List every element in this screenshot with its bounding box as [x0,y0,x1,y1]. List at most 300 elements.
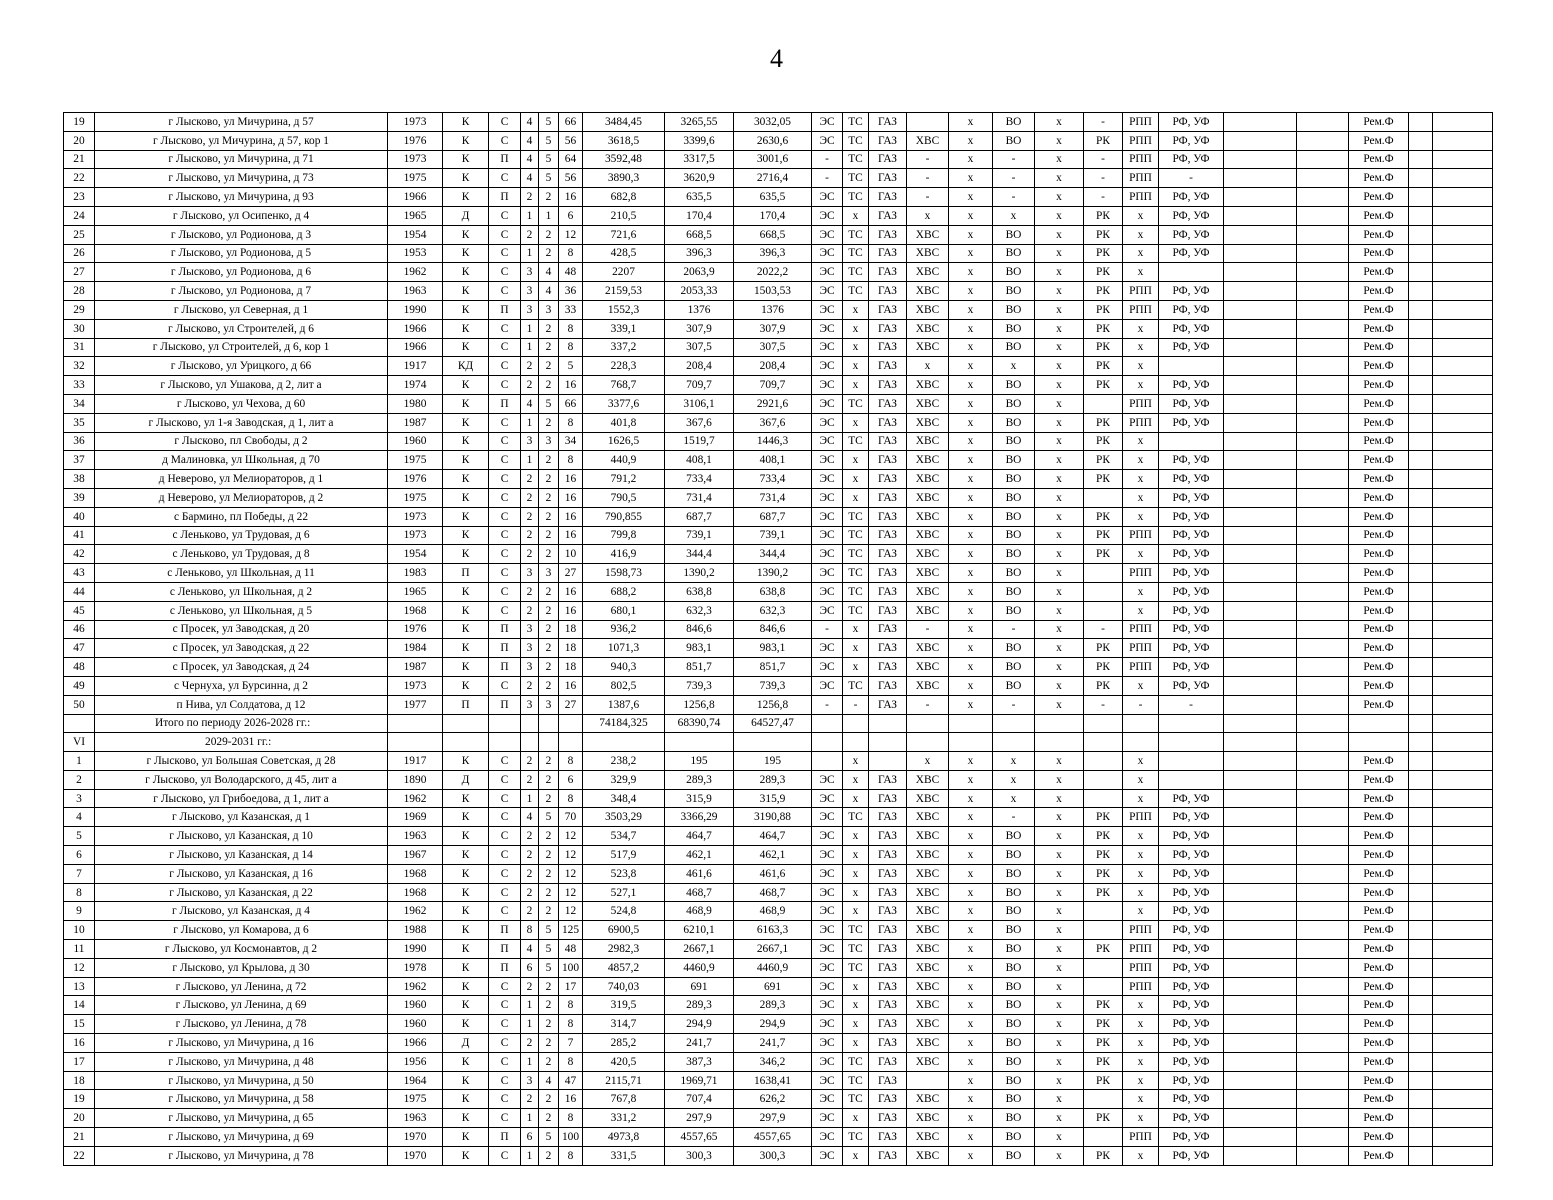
cell-rpp: РПП [1123,808,1159,827]
cell-x2: х [1035,808,1084,827]
cell-area-living: 1390,2 [665,564,734,583]
cell-year: 1987 [388,413,443,432]
cell-blank1 [1224,846,1297,865]
cell-apartments: 27 [559,695,583,714]
cell-empty [539,733,559,752]
cell-rpp: х [1123,770,1159,789]
cell-empty [521,733,539,752]
cell-rk: РК [1084,470,1123,489]
cell-entrances: 5 [539,131,559,150]
cell-rk: РК [1084,507,1123,526]
cell-gaz: ГАЗ [869,338,907,357]
cell-gaz: ГАЗ [869,827,907,846]
cell-area-living: 315,9 [665,789,734,808]
cell-vo: - [993,150,1035,169]
cell-num: 13 [64,977,95,996]
cell-wall: П [489,639,521,658]
cell-entrances: 3 [539,300,559,319]
cell-address: г Лысково, ул Мичурина, д 73 [95,169,388,188]
cell-hvs: ХВС [907,432,949,451]
cell-x1: х [949,319,993,338]
cell-rf-uf: РФ, УФ [1159,282,1224,301]
cell-type: К [443,451,489,470]
cell-blank3 [1433,620,1493,639]
cell-rf-uf: РФ, УФ [1159,188,1224,207]
cell-remf: Рем.Ф [1349,113,1409,132]
cell-wall: С [489,263,521,282]
cell-remf: Рем.Ф [1349,789,1409,808]
cell-es: ЭС [812,488,843,507]
cell-gaz: ГАЗ [869,470,907,489]
cell-rf-uf: РФ, УФ [1159,864,1224,883]
table-row [64,940,1493,959]
cell-wall: С [489,676,521,695]
cell-blank2 [1409,902,1433,921]
cell-blank3 [1433,169,1493,188]
table-row [64,357,1493,376]
table-row [64,300,1493,319]
cell-ts: х [843,770,869,789]
cell-apartments: 8 [559,413,583,432]
cell-remf: Рем.Ф [1349,376,1409,395]
cell-rk: РК [1084,1052,1123,1071]
cell-blank3 [1433,225,1493,244]
cell-floors: 2 [521,902,539,921]
cell-floors: 3 [521,282,539,301]
cell-area-total: 680,1 [583,601,665,620]
cell-blank1 [1224,488,1297,507]
cell-empty [993,714,1035,733]
cell-address: г Лысково, ул Мичурина, д 93 [95,188,388,207]
cell-blank2 [1409,789,1433,808]
cell-floors: 3 [521,658,539,677]
cell-wall: С [489,169,521,188]
cell-area-living: 3399,6 [665,131,734,150]
cell-gaz: ГАЗ [869,188,907,207]
cell-vo: ВО [993,940,1035,959]
cell-ts: ТС [843,432,869,451]
cell-x1: х [949,1071,993,1090]
cell-entrances: 2 [539,658,559,677]
cell-address: г Лысково, ул Казанская, д 14 [95,846,388,865]
subtotal-area-total: 74184,325 [583,714,665,733]
cell-hvs: - [907,150,949,169]
cell-x2: х [1035,488,1084,507]
cell-area-living: 344,4 [665,545,734,564]
cell-blank3 [1433,432,1493,451]
cell-es [812,752,843,771]
cell-blank2 [1409,432,1433,451]
cell-apartments: 5 [559,357,583,376]
cell-es: ЭС [812,1128,843,1147]
cell-vo: ВО [993,451,1035,470]
cell-rk: - [1084,169,1123,188]
cell-floors: 3 [521,564,539,583]
cell-wall: С [489,883,521,902]
cell-area-total: 210,5 [583,206,665,225]
cell-empty [559,714,583,733]
cell-es: ЭС [812,338,843,357]
cell-num: 43 [64,564,95,583]
cell-x2: х [1035,864,1084,883]
cell-year: 1980 [388,394,443,413]
cell-apartments: 47 [559,1071,583,1090]
cell-type: К [443,789,489,808]
cell-floors: 2 [521,526,539,545]
cell-entrances: 4 [539,282,559,301]
cell-wall: С [489,808,521,827]
cell-year: 1973 [388,676,443,695]
cell-remf: Рем.Ф [1349,488,1409,507]
cell-area-total: 517,9 [583,846,665,865]
cell-apartments: 100 [559,958,583,977]
cell-area-living: 408,1 [665,451,734,470]
cell-address: г Лысково, ул Мичурина, д 50 [95,1071,388,1090]
cell-rf-uf: РФ, УФ [1159,977,1224,996]
cell-blank1 [1224,1146,1297,1165]
cell-rf-uf: РФ, УФ [1159,225,1224,244]
cell-ts: х [843,1146,869,1165]
cell-rf-uf: РФ, УФ [1159,526,1224,545]
cell-blank2 [1409,864,1433,883]
cell-x1: х [949,507,993,526]
cell-entrances: 2 [539,1052,559,1071]
cell-rf-uf: - [1159,695,1224,714]
cell-blank2 [1409,470,1433,489]
cell-blank3 [1433,1052,1493,1071]
cell-vo: ВО [993,113,1035,132]
cell-blank3 [1433,940,1493,959]
cell-area-living: 3620,9 [665,169,734,188]
cell-area-private: 733,4 [734,470,812,489]
cell-area-private: 195 [734,752,812,771]
cell-x1: х [949,977,993,996]
cell-hvs: ХВС [907,808,949,827]
cell-area-total: 534,7 [583,827,665,846]
cell-rpp: х [1123,789,1159,808]
cell-num: 49 [64,676,95,695]
cell-num: 14 [64,996,95,1015]
subtotal-area-living: 68390,74 [665,714,734,733]
cell-type: К [443,1109,489,1128]
cell-rk: РК [1084,639,1123,658]
cell-gaz: ГАЗ [869,263,907,282]
cell-hvs: ХВС [907,300,949,319]
cell-area-total: 527,1 [583,883,665,902]
cell-address: г Лысково, ул 1-я Заводская, д 1, лит а [95,413,388,432]
cell-rk: РК [1084,846,1123,865]
cell-vo: ВО [993,1071,1035,1090]
cell-blank2 [1409,206,1433,225]
cell-area-living: 462,1 [665,846,734,865]
cell-hvs: ХВС [907,131,949,150]
cell-year: 1966 [388,319,443,338]
cell-ts: х [843,300,869,319]
cell-area-living: 307,9 [665,319,734,338]
cell-ts: х [843,996,869,1015]
cell-rf-uf: РФ, УФ [1159,338,1224,357]
cell-floors: 2 [521,225,539,244]
cell-rk: - [1084,113,1123,132]
cell-x2: х [1035,752,1084,771]
cell-empty [1224,733,1297,752]
cell-address: п Нива, ул Солдатова, д 12 [95,695,388,714]
cell-gaz: ГАЗ [869,507,907,526]
cell-area-living: 208,4 [665,357,734,376]
cell-rpp: х [1123,996,1159,1015]
table-row [64,695,1493,714]
cell-area-private: 346,2 [734,1052,812,1071]
cell-entrances: 2 [539,507,559,526]
cell-rpp: х [1123,864,1159,883]
cell-floors: 2 [521,470,539,489]
cell-wall: С [489,864,521,883]
cell-area-total: 348,4 [583,789,665,808]
cell-ts: ТС [843,507,869,526]
cell-wall: С [489,902,521,921]
cell-empty [734,733,812,752]
cell-rk: - [1084,150,1123,169]
cell-hvs: ХВС [907,545,949,564]
cell-area-living: 387,3 [665,1052,734,1071]
cell-x1: х [949,676,993,695]
cell-remf: Рем.Ф [1349,564,1409,583]
cell-type: К [443,1128,489,1147]
cell-rpp: РПП [1123,620,1159,639]
cell-gaz: ГАЗ [869,564,907,583]
cell-floors: 3 [521,263,539,282]
cell-hvs: ХВС [907,488,949,507]
cell-floors: 2 [521,488,539,507]
cell-rf-uf: РФ, УФ [1159,1071,1224,1090]
cell-vo: ВО [993,902,1035,921]
cell-hvs: ХВС [907,526,949,545]
cell-hvs: ХВС [907,1109,949,1128]
cell-gaz: ГАЗ [869,113,907,132]
cell-gaz: ГАЗ [869,526,907,545]
table-row [64,225,1493,244]
subtotal-row [64,714,1493,733]
cell-num: 25 [64,225,95,244]
cell-area-private: 731,4 [734,488,812,507]
cell-wall: С [489,376,521,395]
cell-ts: х [843,883,869,902]
cell-blank1 [1224,206,1297,225]
cell-num: 21 [64,150,95,169]
cell-rf-uf: РФ, УФ [1159,1146,1224,1165]
cell-rf-uf: РФ, УФ [1159,507,1224,526]
cell-ts: ТС [843,1071,869,1090]
cell-area-living: 307,5 [665,338,734,357]
cell-entrances: 2 [539,1109,559,1128]
cell-area-total: 799,8 [583,526,665,545]
cell-hvs: ХВС [907,958,949,977]
cell-year: 1964 [388,1071,443,1090]
cell-rpp: РПП [1123,188,1159,207]
cell-floors: 3 [521,1071,539,1090]
cell-hvs: ХВС [907,376,949,395]
cell-vo: ВО [993,958,1035,977]
cell-ts: ТС [843,1128,869,1147]
cell-address: г Лысково, ул Мичурина, д 57 [95,113,388,132]
cell-num: 29 [64,300,95,319]
cell-area-living: 638,8 [665,582,734,601]
cell-x2: х [1035,113,1084,132]
cell-address: г Лысково, ул Осипенко, д 4 [95,206,388,225]
cell-ts: ТС [843,263,869,282]
cell-remf: Рем.Ф [1349,977,1409,996]
cell-blank1 [1224,282,1297,301]
cell-area-total: 4973,8 [583,1128,665,1147]
cell-year: 1990 [388,940,443,959]
cell-type: К [443,488,489,507]
cell-spacer [1297,282,1349,301]
cell-entrances: 4 [539,1071,559,1090]
cell-entrances: 2 [539,225,559,244]
cell-remf: Рем.Ф [1349,319,1409,338]
cell-wall: С [489,827,521,846]
cell-area-private: 1503,53 [734,282,812,301]
cell-es: ЭС [812,808,843,827]
cell-area-private: 2921,6 [734,394,812,413]
cell-floors: 1 [521,1109,539,1128]
cell-address: с Бармино, пл Победы, д 22 [95,507,388,526]
cell-apartments: 16 [559,188,583,207]
cell-gaz: ГАЗ [869,940,907,959]
cell-num: 28 [64,282,95,301]
cell-apartments: 36 [559,282,583,301]
cell-blank3 [1433,996,1493,1015]
cell-hvs: ХВС [907,676,949,695]
cell-hvs: ХВС [907,940,949,959]
cell-remf: Рем.Ф [1349,188,1409,207]
cell-year: 1966 [388,188,443,207]
cell-remf: Рем.Ф [1349,676,1409,695]
cell-apartments: 16 [559,676,583,695]
cell-num: 17 [64,1052,95,1071]
cell-gaz: ГАЗ [869,376,907,395]
cell-area-living: 3265,55 [665,113,734,132]
cell-wall: С [489,770,521,789]
cell-blank3 [1433,357,1493,376]
table-row [64,620,1493,639]
cell-es: ЭС [812,526,843,545]
cell-rpp: х [1123,432,1159,451]
cell-gaz: ГАЗ [869,131,907,150]
cell-type: К [443,376,489,395]
cell-gaz: ГАЗ [869,357,907,376]
cell-num: 2 [64,770,95,789]
cell-rk: РК [1084,1146,1123,1165]
cell-ts: х [843,413,869,432]
cell-blank2 [1409,695,1433,714]
cell-x1: х [949,864,993,883]
cell-area-living: 668,5 [665,225,734,244]
cell-address: с Просек, ул Заводская, д 24 [95,658,388,677]
cell-rpp: РПП [1123,413,1159,432]
cell-floors: 1 [521,206,539,225]
cell-floors: 2 [521,601,539,620]
cell-floors: 4 [521,808,539,827]
cell-vo: ВО [993,225,1035,244]
cell-apartments: 56 [559,169,583,188]
cell-rpp: РПП [1123,169,1159,188]
cell-gaz: ГАЗ [869,808,907,827]
cell-apartments: 66 [559,113,583,132]
cell-wall: С [489,319,521,338]
cell-empty [443,733,489,752]
cell-type: К [443,921,489,940]
cell-x1: х [949,357,993,376]
cell-rk [1084,394,1123,413]
cell-x1: х [949,376,993,395]
cell-x1: х [949,169,993,188]
cell-ts: ТС [843,169,869,188]
cell-spacer [1297,940,1349,959]
cell-apartments: 12 [559,827,583,846]
table-row [64,752,1493,771]
cell-wall: П [489,1128,521,1147]
cell-floors: 4 [521,150,539,169]
table-row [64,470,1493,489]
cell-address: г Лысково, ул Мичурина, д 16 [95,1034,388,1053]
cell-remf: Рем.Ф [1349,827,1409,846]
cell-hvs: ХВС [907,263,949,282]
cell-year: 1988 [388,921,443,940]
table-row [64,451,1493,470]
cell-type: К [443,620,489,639]
table-row [64,150,1493,169]
cell-entrances: 2 [539,470,559,489]
cell-spacer [1297,676,1349,695]
cell-remf: Рем.Ф [1349,470,1409,489]
cell-es: ЭС [812,376,843,395]
cell-entrances: 2 [539,1034,559,1053]
cell-hvs: - [907,188,949,207]
cell-blank3 [1433,639,1493,658]
cell-entrances: 2 [539,357,559,376]
cell-x2: х [1035,376,1084,395]
cell-area-living: 294,9 [665,1015,734,1034]
cell-blank2 [1409,808,1433,827]
cell-empty [521,714,539,733]
cell-address: г Лысково, ул Мичурина, д 71 [95,150,388,169]
cell-num: 24 [64,206,95,225]
cell-ts: ТС [843,582,869,601]
cell-floors: 1 [521,1015,539,1034]
cell-hvs: ХВС [907,864,949,883]
cell-ts: ТС [843,188,869,207]
cell-rpp: х [1123,1090,1159,1109]
cell-vo: ВО [993,131,1035,150]
cell-spacer [1297,864,1349,883]
cell-blank1 [1224,263,1297,282]
cell-ts: ТС [843,394,869,413]
cell-spacer [1297,770,1349,789]
cell-type: К [443,902,489,921]
cell-apartments: 6 [559,770,583,789]
cell-x2: х [1035,131,1084,150]
cell-wall: П [489,150,521,169]
cell-gaz [869,752,907,771]
cell-apartments: 7 [559,1034,583,1053]
cell-num: 16 [64,1034,95,1053]
cell-area-living: 297,9 [665,1109,734,1128]
cell-x2: х [1035,902,1084,921]
cell-vo: ВО [993,263,1035,282]
cell-type: К [443,113,489,132]
cell-blank3 [1433,864,1493,883]
